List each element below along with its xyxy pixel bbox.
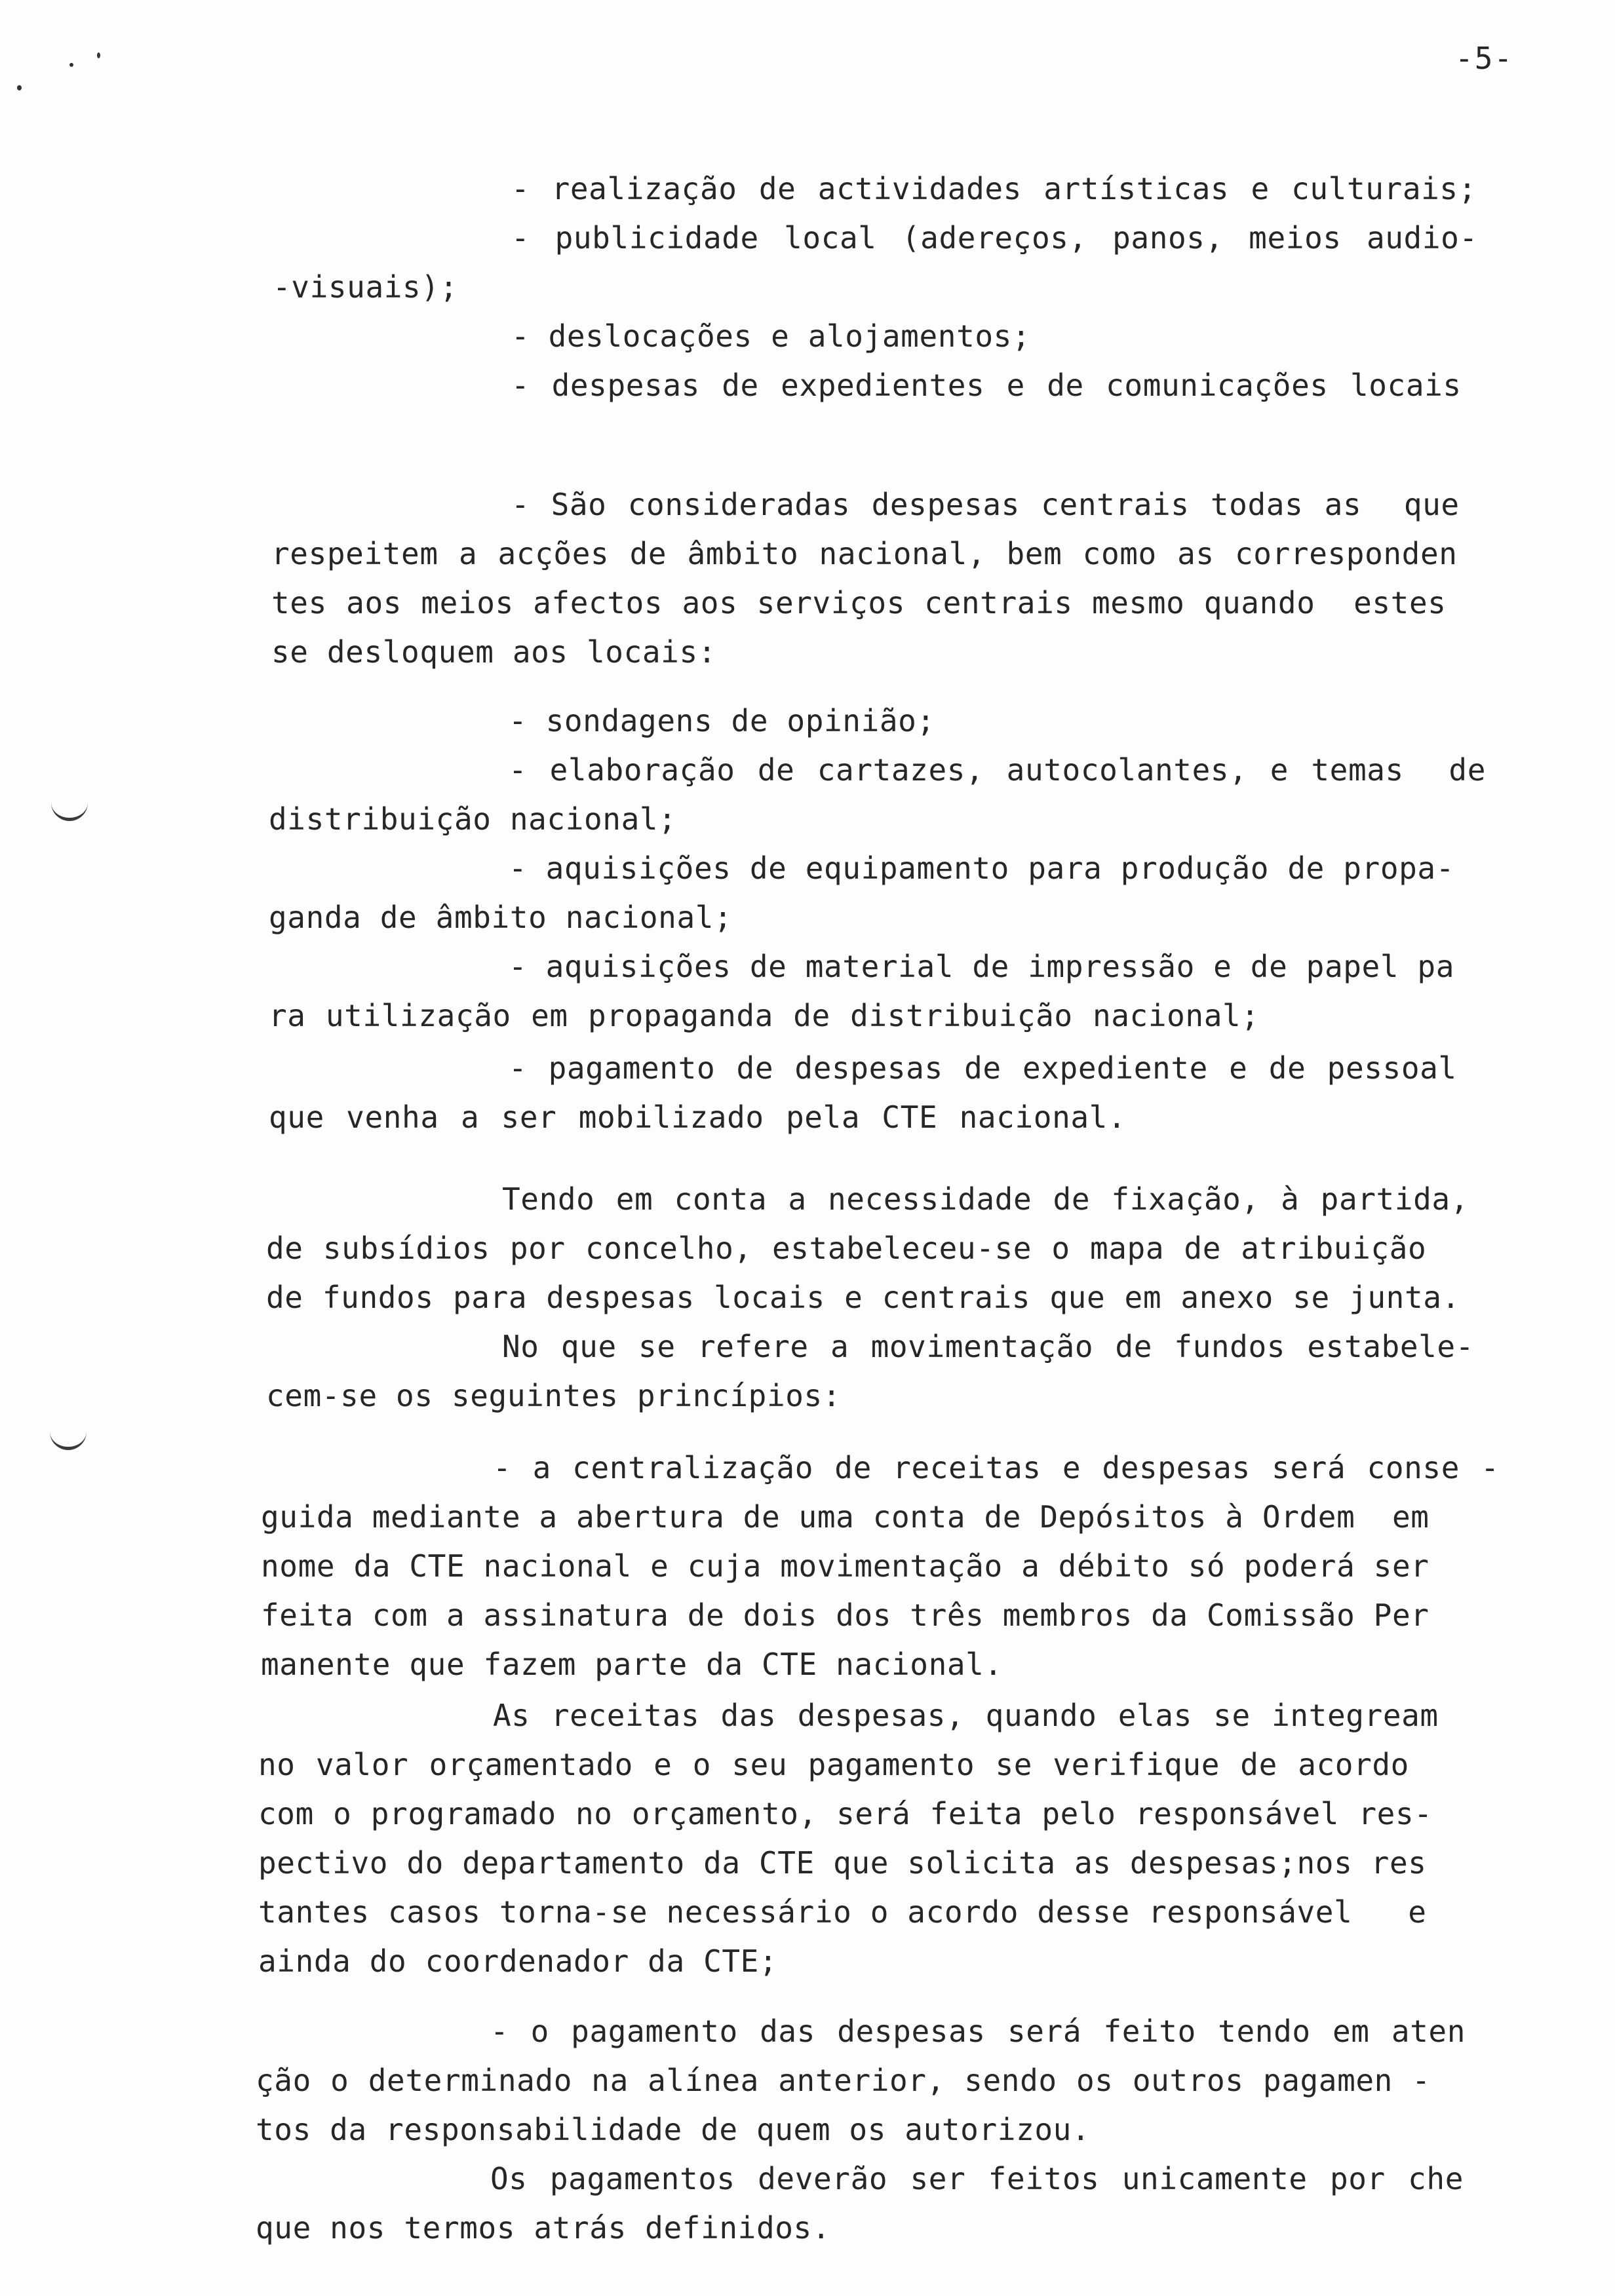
text-line: se desloquem aos locais: — [271, 634, 717, 670]
punch-hole-mark — [50, 1428, 87, 1450]
text-line: As receitas das despesas, quando elas se integream — [493, 1698, 1439, 1733]
text-line: tantes casos torna-se necessário o acordo desse responsável e — [258, 1894, 1427, 1930]
text-line: com o programado no orçamento, será feita pelo responsável res- — [258, 1796, 1433, 1831]
text-line: pectivo do departamento da CTE que solicita as despesas;nos res — [258, 1845, 1427, 1881]
text-line: manente que fazem parte da CTE nacional. — [261, 1647, 1003, 1682]
text-line: guida mediante a abertura de uma conta de Depósitos à Ordem em — [261, 1499, 1430, 1535]
text-line: - aquisições de equipamento para produção de propa- — [509, 851, 1455, 886]
text-line: tos da responsabilidade de quem os autorizou. — [256, 2112, 1091, 2147]
ink-speck — [69, 63, 73, 67]
text-line: ganda de âmbito nacional; — [269, 900, 733, 935]
text-line: - a centralização de receitas e despesas será conse - — [493, 1450, 1500, 1485]
text-line: distribuição nacional; — [269, 801, 677, 837]
text-line: ção o determinado na alínea anterior, sendo os outros pagamen - — [256, 2063, 1431, 2098]
text-line: - despesas de expedientes e de comunicações locais — [511, 368, 1462, 403]
text-line: no valor orçamentado e o seu pagamento se verifique de acordo — [258, 1747, 1409, 1782]
text-line: de fundos para despesas locais e centrais que em anexo se junta. — [266, 1280, 1460, 1315]
text-line: Os pagamentos deverão ser feitos unicamente por che — [490, 2161, 1464, 2196]
text-line: - São consideradas despesas centrais todas as que — [511, 487, 1460, 522]
text-line: ra utilização em propaganda de distribuição nacional; — [269, 998, 1260, 1033]
page-number: -5- — [1455, 41, 1514, 76]
text-line: - elaboração de cartazes, autocolantes, e temas de — [509, 752, 1487, 788]
text-line: - deslocações e alojamentos; — [511, 318, 1031, 354]
text-line: - aquisições de material de impressão e de papel pa — [509, 949, 1455, 984]
text-line: respeitem a acções de âmbito nacional, bem como as corresponden — [271, 536, 1458, 571]
text-line: tes aos meios afectos aos serviços centrais mesmo quando estes — [271, 585, 1447, 621]
text-line: ainda do coordenador da CTE; — [258, 1943, 778, 1979]
text-line: nome da CTE nacional e cuja movimentação a débito só poderá ser — [261, 1548, 1430, 1584]
punch-hole-mark — [51, 799, 88, 821]
text-line: - publicidade local (adereços, panos, meios audio- — [511, 220, 1478, 256]
text-line: -visuais); — [273, 269, 458, 305]
ink-speck — [17, 85, 22, 90]
text-line: No que se refere a movimentação de fundos estabele- — [502, 1329, 1475, 1364]
text-line: - realização de actividades artísticas e culturais; — [511, 171, 1477, 206]
text-line: que nos termos atrás definidos. — [256, 2210, 831, 2246]
text-line: que venha a ser mobilizado pela CTE nacional. — [269, 1100, 1127, 1135]
text-line: Tendo em conta a necessidade de fixação, à partida, — [502, 1181, 1469, 1217]
text-line: cem-se os seguintes princípios: — [266, 1378, 842, 1413]
text-line: - sondagens de opinião; — [509, 703, 935, 738]
text-line: - o pagamento das despesas será feito tendo em aten — [490, 2014, 1466, 2049]
text-line: de subsídios por concelho, estabeleceu-se o mapa de atribuição — [266, 1231, 1427, 1266]
ink-speck — [97, 52, 100, 58]
text-line: - pagamento de despesas de expediente e de pessoal — [509, 1050, 1457, 1086]
text-line: feita com a assinatura de dois dos três membros da Comissão Per — [261, 1598, 1430, 1633]
